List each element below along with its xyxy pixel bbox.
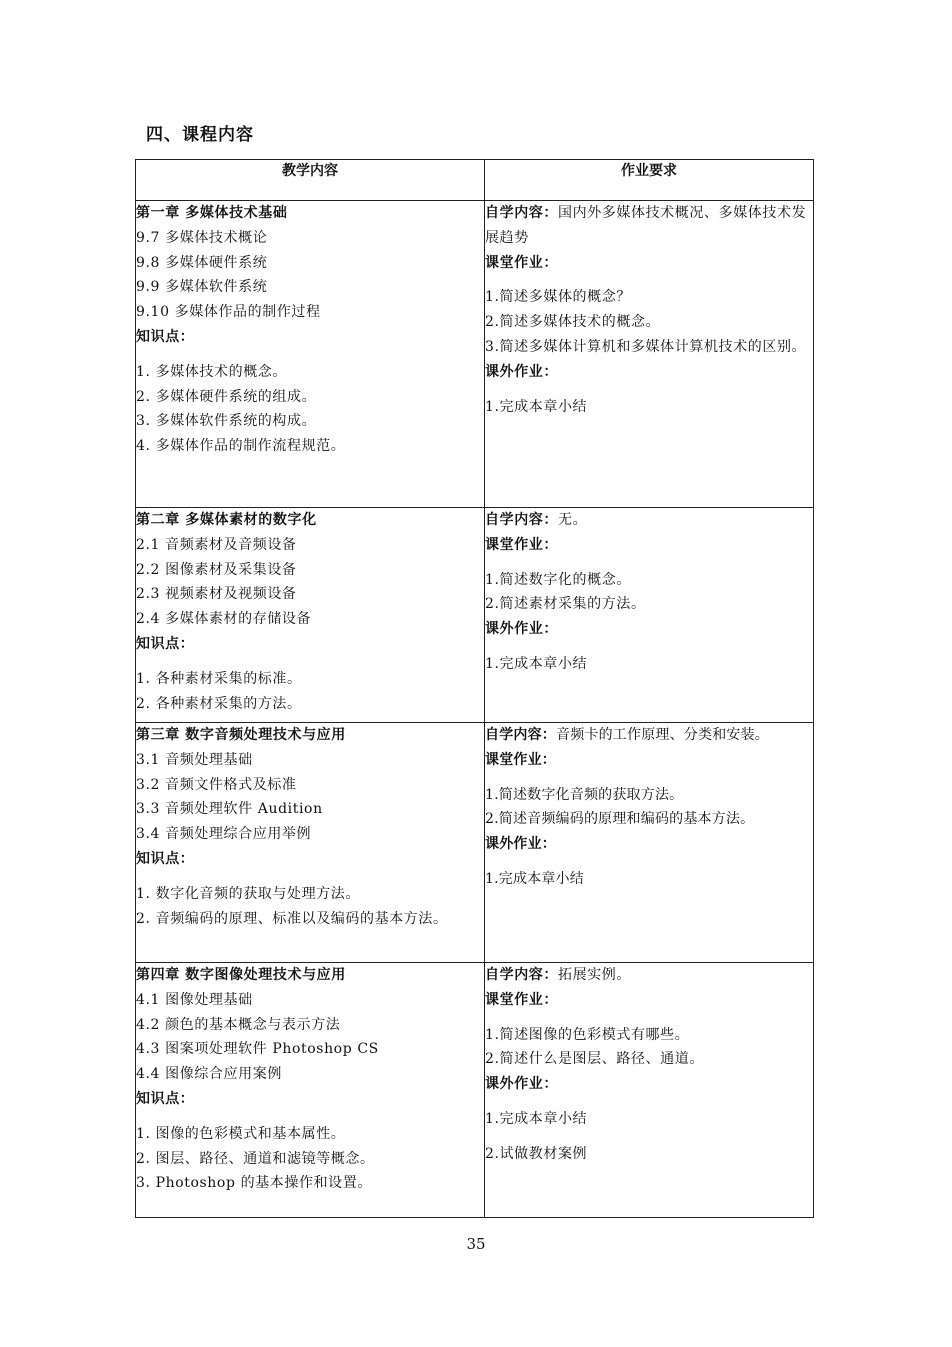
chapter-title: 第一章 多媒体技术基础: [136, 205, 288, 221]
section-item: 9.8 多媒体硬件系统: [136, 254, 268, 271]
knowledge-points-label: 知识点：: [136, 850, 195, 867]
chapter-title: 第三章 数字音频处理技术与应用: [136, 727, 346, 743]
assignment-cell: [485, 963, 814, 1218]
section-item: 3.2 音频文件格式及标准: [136, 776, 297, 793]
class-work-label: 课堂作业：: [485, 991, 558, 1008]
class-work-item: 2.简述音频编码的原理和编码的基本方法。: [485, 811, 755, 828]
assignment-cell: [485, 508, 814, 723]
chapter-content-cell: [136, 963, 485, 1218]
knowledge-points-label: 知识点：: [136, 635, 195, 652]
course-content-table: [135, 159, 814, 1218]
class-work-item: 1.简述数字化的概念。: [485, 571, 631, 588]
assignment-cell: [485, 723, 814, 963]
section-item: 2.3 视频素材及视频设备: [136, 586, 297, 603]
section-item: 4.1 图像处理基础: [136, 991, 253, 1008]
page-number: 35: [466, 1235, 486, 1253]
table-row: [136, 508, 814, 723]
self-study-label: 自学内容：: [485, 205, 558, 221]
section-item: 3.1 音频处理基础: [136, 751, 253, 768]
knowledge-point: 1. 数字化音频的获取与处理方法。: [136, 885, 361, 902]
self-study: [485, 201, 813, 251]
table-row: [136, 963, 814, 1218]
class-work-item: 2.简述多媒体技术的概念。: [485, 314, 661, 331]
self-study-text: 无。: [558, 512, 588, 528]
knowledge-point: 2. 多媒体硬件系统的组成。: [136, 388, 317, 405]
self-study-text: 音频卡的工作原理、分类和安装。: [556, 727, 769, 743]
section-item: 9.10 多媒体作品的制作过程: [136, 304, 321, 321]
homework-item: 1.完成本章小结: [485, 870, 584, 887]
assignment-cell: [485, 201, 814, 508]
knowledge-point: 1. 图像的色彩模式和基本属性。: [136, 1125, 346, 1142]
section-item: 9.9 多媒体软件系统: [136, 279, 268, 296]
section-item: 2.2 图像素材及采集设备: [136, 561, 297, 578]
self-study-label: 自学内容：: [485, 967, 558, 983]
homework-label: 课外作业：: [485, 836, 556, 853]
chapter-title: 第二章 多媒体素材的数字化: [136, 512, 317, 528]
homework-label: 课外作业：: [485, 363, 558, 380]
table-header-row: [136, 160, 814, 201]
section-item: 3.3 音频处理软件 Audition: [136, 801, 323, 818]
homework-item: 1.完成本章小结: [485, 398, 588, 415]
section-item: 2.4 多媒体素材的存储设备: [136, 611, 312, 628]
header-assignment-requirements: 作业要求: [485, 160, 814, 201]
self-study-text: 拓展实例。: [558, 967, 631, 983]
knowledge-points-label: 知识点：: [136, 1090, 195, 1107]
class-work-item: 1.简述多媒体的概念？: [485, 289, 631, 306]
knowledge-point: 2. 图层、路径、通道和滤镜等概念。: [136, 1150, 375, 1167]
self-study: [485, 723, 813, 748]
section-item: 4.4 图像综合应用案例: [136, 1066, 282, 1083]
chapter-content-cell: [136, 508, 485, 723]
knowledge-point: 4. 多媒体作品的制作流程规范。: [136, 438, 346, 455]
section-item: 9.7 多媒体技术概论: [136, 229, 268, 246]
self-study: [485, 963, 813, 988]
class-work-item: 3.简述多媒体计算机和多媒体计算机技术的区别。: [485, 338, 807, 355]
self-study-label: 自学内容：: [485, 512, 558, 528]
class-work-label: 课堂作业：: [485, 254, 558, 271]
table-row: [136, 201, 814, 508]
self-study-text: 国内外多媒体技术概况、多媒体技术发展趋势: [485, 205, 807, 246]
homework-item: 1.完成本章小结: [485, 1110, 588, 1127]
class-work-item: 1.简述图像的色彩模式有哪些。: [485, 1026, 690, 1043]
knowledge-point: 1. 各种素材采集的标准。: [136, 670, 302, 687]
class-work-item: 2.简述什么是图层、路径、通道。: [485, 1051, 704, 1068]
homework-label: 课外作业：: [485, 621, 558, 638]
section-item: 4.3 图案项处理软件 Photoshop CS: [136, 1041, 379, 1058]
class-work-label: 课堂作业：: [485, 536, 558, 553]
knowledge-points-label: 知识点：: [136, 328, 195, 345]
knowledge-point: 1. 多媒体技术的概念。: [136, 363, 288, 380]
self-study-label: 自学内容：: [485, 727, 556, 743]
section-item: 2.1 音频素材及音频设备: [136, 536, 297, 553]
self-study: [485, 508, 813, 533]
chapter-content-cell: [136, 201, 485, 508]
header-teaching-content: 教学内容: [136, 160, 485, 201]
knowledge-point: 2. 各种素材采集的方法。: [136, 695, 302, 712]
knowledge-point: 3. Photoshop 的基本操作和设置。: [136, 1175, 372, 1192]
class-work-item: 2.简述素材采集的方法。: [485, 596, 646, 613]
knowledge-point: 3. 多媒体软件系统的构成。: [136, 413, 317, 430]
homework-label: 课外作业：: [485, 1076, 558, 1093]
section-item: 4.2 颜色的基本概念与表示方法: [136, 1016, 341, 1033]
class-work-item: 1.简述数字化音频的获取方法。: [485, 786, 684, 803]
chapter-content-cell: [136, 723, 485, 963]
table-row: [136, 723, 814, 963]
section-item: 3.4 音频处理综合应用举例: [136, 826, 312, 843]
knowledge-point: 2. 音频编码的原理、标准以及编码的基本方法。: [136, 910, 448, 927]
section-title: 四、课程内容: [146, 125, 254, 145]
homework-item: 1.完成本章小结: [485, 655, 588, 672]
class-work-label: 课堂作业：: [485, 751, 556, 768]
chapter-title: 第四章 数字图像处理技术与应用: [136, 967, 346, 983]
homework-item: 2.试做教材案例: [485, 1145, 588, 1162]
